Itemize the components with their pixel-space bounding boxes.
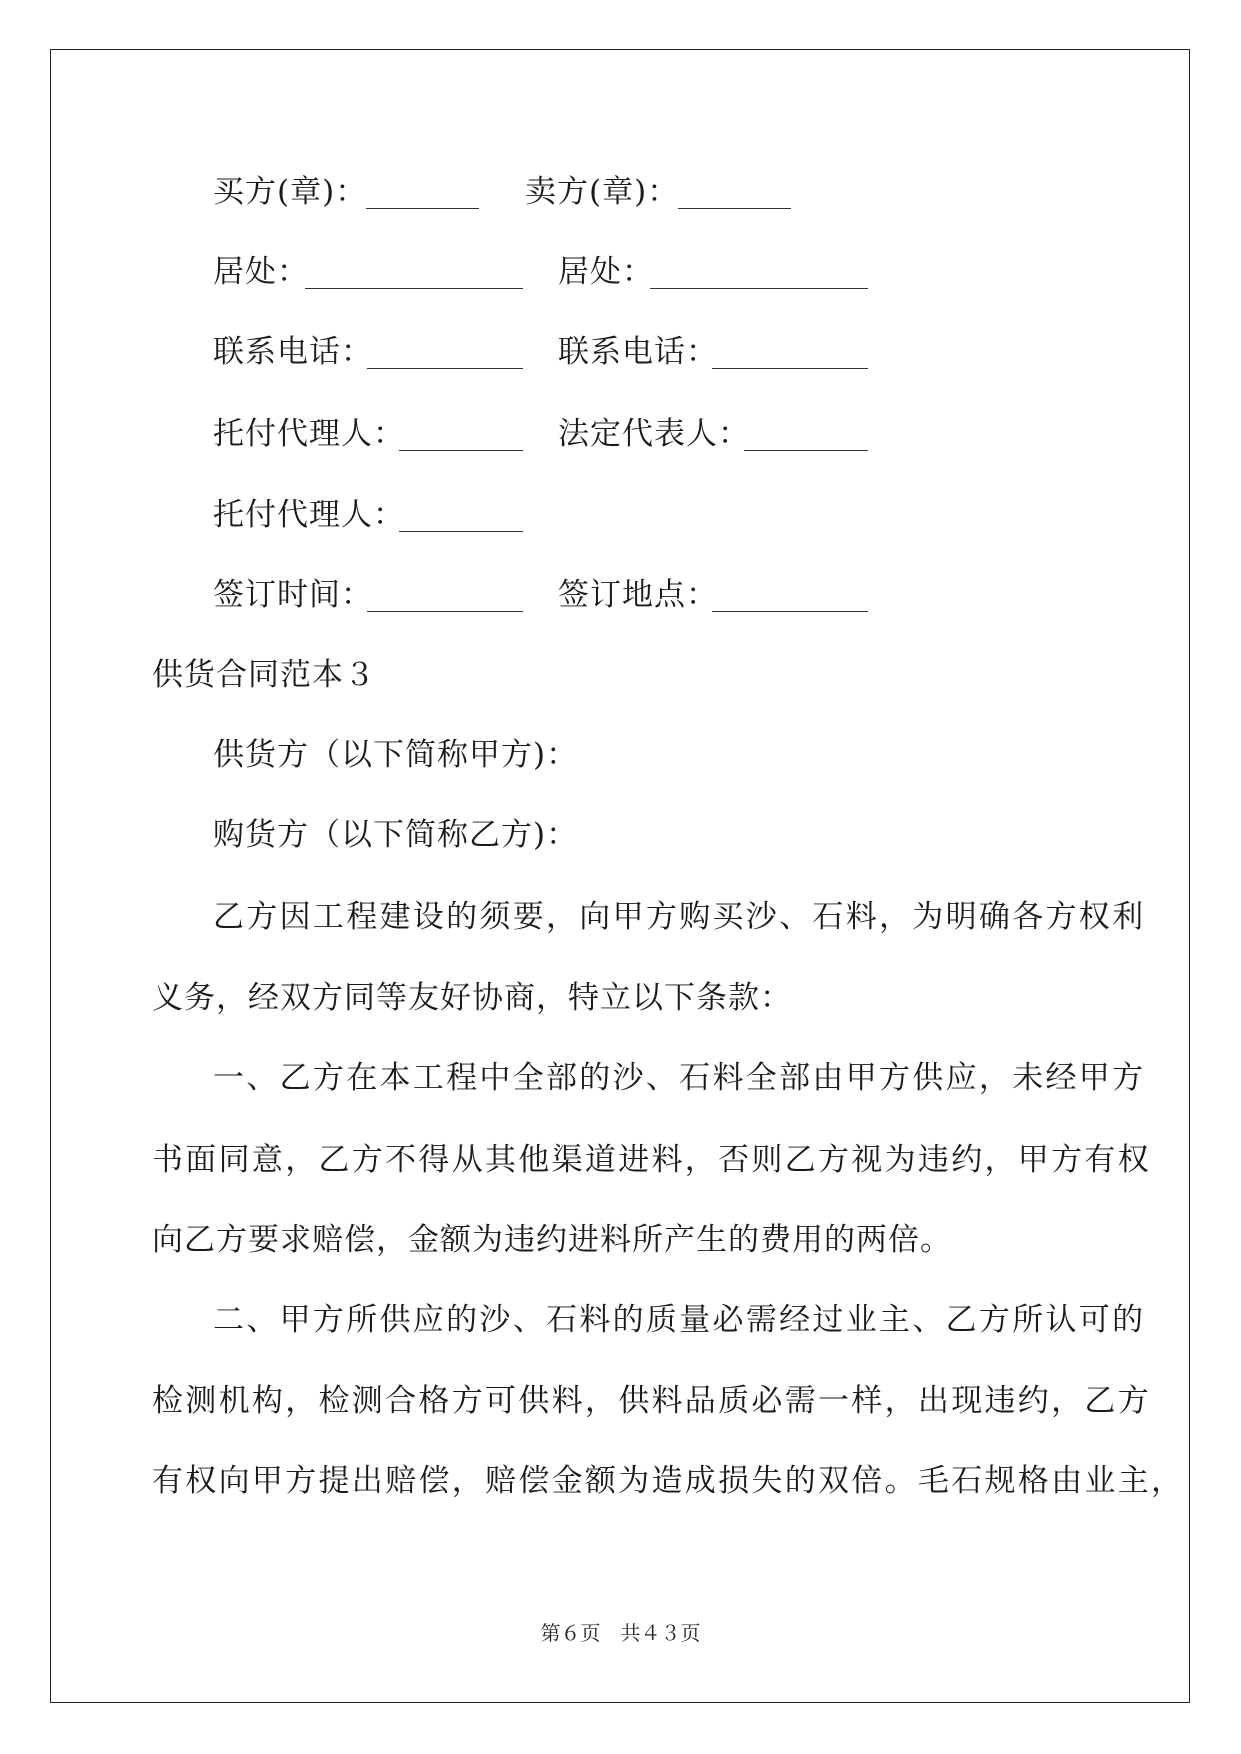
seller-address-label: 居处： bbox=[558, 254, 654, 290]
clause-1-line-2: 书面同意，乙方不得从其他渠道进料，否则乙方视为违约，甲方有权 bbox=[152, 1142, 1151, 1178]
sign-place-label: 签订地点： bbox=[558, 577, 718, 613]
seller-agent-label: 托付代理人： bbox=[213, 497, 405, 533]
intro-line-2: 义务，经双方同等友好协商，特立以下条款： bbox=[152, 980, 792, 1016]
buyer-seal-label: 买方(章)： bbox=[213, 174, 368, 210]
seller-seal-label: 卖方(章)： bbox=[525, 174, 680, 210]
clause-2-line-1: 二、甲方所供应的沙、石料的质量必需经过业主、乙方所认可的 bbox=[213, 1302, 1146, 1338]
clause-2-line-3: 有权向甲方提出赔偿，赔偿金额为造成损失的双倍。毛石规格由业主， bbox=[152, 1463, 1185, 1499]
supplier-line: 供货方（以下简称甲方)： bbox=[213, 737, 579, 773]
seller-seal-blank bbox=[678, 178, 791, 209]
purchaser-line: 购货方（以下简称乙方)： bbox=[213, 817, 579, 853]
buyer-address-blank bbox=[305, 258, 523, 289]
seller-legal-rep-label: 法定代表人： bbox=[558, 416, 750, 452]
intro-line-1: 乙方因工程建设的须要，向甲方购买沙、石料，为明确各方权利 bbox=[213, 899, 1146, 935]
seller-legal-rep-blank bbox=[744, 420, 868, 451]
page-border bbox=[50, 49, 1190, 1703]
clause-2-line-2: 检测机构，检测合格方可供料，供料品质必需一样，出现违约，乙方 bbox=[152, 1383, 1151, 1419]
buyer-agent-blank bbox=[399, 420, 523, 451]
seller-phone-blank bbox=[712, 338, 868, 369]
seller-address-blank bbox=[650, 258, 868, 289]
clause-1-line-3: 向乙方要求赔偿，金额为违约进料所产生的费用的两倍。 bbox=[152, 1222, 952, 1258]
section-title: 供货合同范本３ bbox=[152, 657, 376, 693]
clause-1-line-1: 一、乙方在本工程中全部的沙、石料全部由甲方供应，未经甲方 bbox=[213, 1060, 1146, 1096]
buyer-address-label: 居处： bbox=[213, 254, 309, 290]
sign-place-blank bbox=[712, 581, 868, 612]
sign-time-blank bbox=[367, 581, 523, 612]
buyer-phone-label: 联系电话： bbox=[213, 334, 373, 370]
seller-phone-label: 联系电话： bbox=[558, 334, 718, 370]
buyer-agent-label: 托付代理人： bbox=[213, 416, 405, 452]
seller-agent-blank bbox=[399, 501, 523, 532]
buyer-seal-blank bbox=[366, 178, 479, 209]
buyer-phone-blank bbox=[367, 338, 523, 369]
sign-time-label: 签订时间： bbox=[213, 577, 373, 613]
page-number: 第６页 共４３页 bbox=[540, 1621, 701, 1645]
